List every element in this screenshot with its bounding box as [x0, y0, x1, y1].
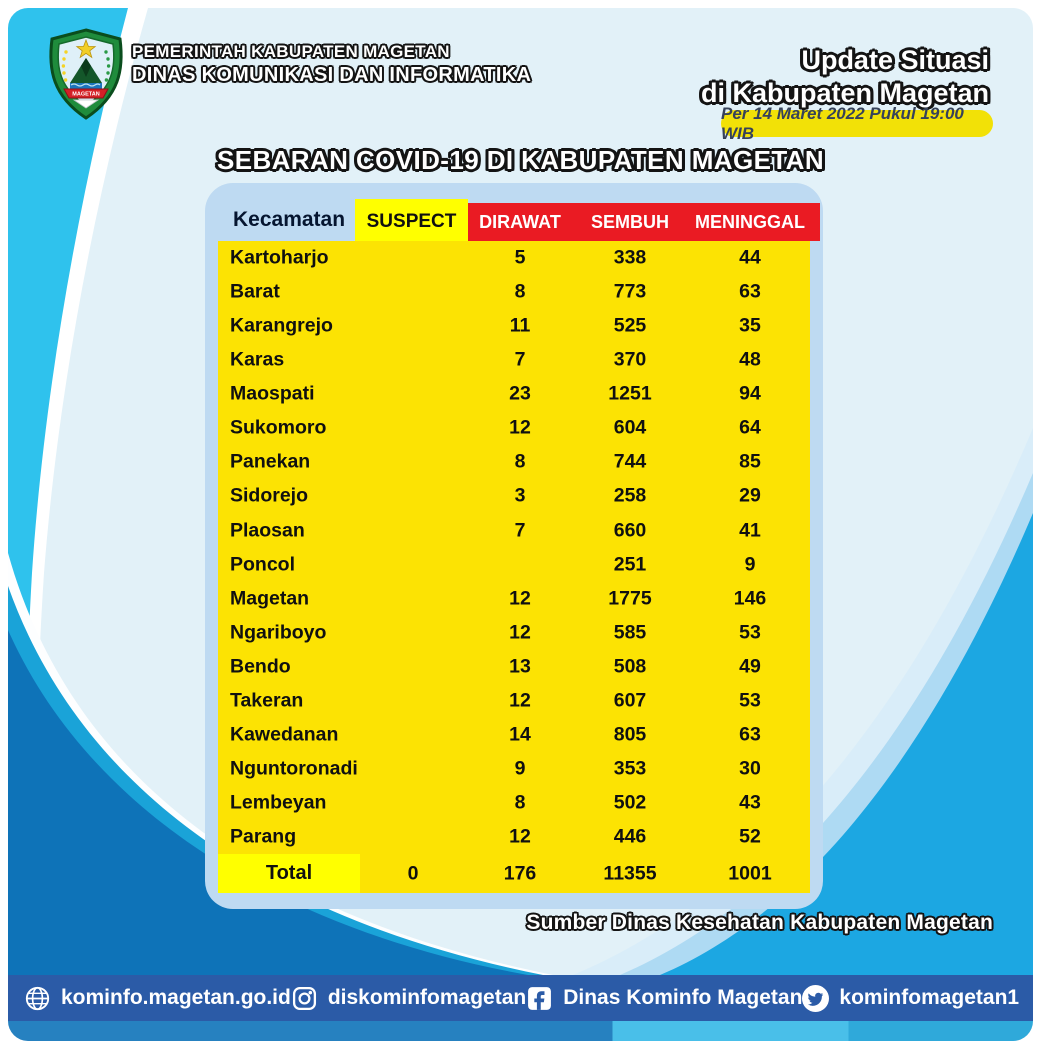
cell-dirawat: 12: [509, 416, 531, 439]
table-body-rows: [218, 241, 810, 854]
cell-meninggal: 44: [739, 246, 761, 269]
org-line1: PEMERINTAH KABUPATEN MAGETAN: [132, 42, 450, 61]
cell-sembuh: 1775: [608, 587, 652, 610]
cell-sembuh: 338: [613, 246, 647, 269]
cell-sembuh: 585: [613, 621, 647, 644]
instagram-icon: [291, 985, 318, 1012]
table-row: [218, 650, 810, 684]
table-row: [218, 445, 810, 479]
logo-banner-text: MAGETAN: [72, 91, 100, 98]
cell-dirawat: 13: [509, 655, 531, 678]
cell-sembuh: 525: [613, 314, 647, 337]
table-row: [218, 377, 810, 411]
cell-meninggal: 53: [739, 621, 761, 644]
cell-sembuh: 502: [613, 791, 647, 814]
cell-sembuh: 258: [613, 484, 647, 507]
footer-facebook-label: Dinas Kominfo Magetan: [563, 986, 803, 1009]
table-row: [218, 514, 810, 548]
cell-kecamatan: Bendo: [230, 655, 291, 678]
table-row: [218, 820, 810, 854]
date-pill: Per 14 Maret 2022 Pukul 19:00 WIB: [721, 110, 993, 137]
cell-dirawat: 12: [509, 689, 531, 712]
table-row: [218, 684, 810, 718]
cell-dirawat: 7: [514, 519, 526, 542]
column-header-sembuh: SEMBUH: [590, 211, 670, 232]
cell-dirawat: 8: [514, 450, 526, 473]
source-note: Sumber Dinas Kesehatan Kabupaten Magetan: [526, 911, 993, 934]
table-row: [218, 616, 810, 650]
cell-kecamatan: Lembeyan: [230, 791, 327, 814]
update-line2: di Kabupaten Magetan: [700, 77, 989, 108]
cell-meninggal: 29: [739, 484, 761, 507]
cell-meninggal: 63: [739, 723, 761, 746]
cell-sembuh: 773: [613, 280, 647, 303]
total-label: Total: [218, 854, 360, 893]
column-header-meninggal: MENINGGAL: [695, 211, 805, 232]
cell-meninggal: 52: [739, 825, 761, 848]
magetan-regency-logo: [44, 28, 128, 120]
cell-sembuh: 446: [613, 825, 647, 848]
cell-kecamatan: Poncol: [230, 553, 296, 576]
cell-sembuh: 353: [613, 757, 647, 780]
column-header-suspect: SUSPECT: [355, 199, 468, 245]
footer-website-label: kominfo.magetan.go.id: [61, 986, 291, 1009]
column-header-red-group: [468, 203, 820, 241]
cell-meninggal: 53: [739, 689, 761, 712]
poster-canvas: [8, 8, 1033, 1041]
cell-kecamatan: Parang: [230, 825, 297, 848]
cell-dirawat: 12: [509, 621, 531, 644]
table-row: [218, 718, 810, 752]
cell-kecamatan: Plaosan: [230, 519, 305, 542]
cell-meninggal: 49: [739, 655, 761, 678]
cell-dirawat: 9: [514, 757, 526, 780]
cell-kecamatan: Barat: [230, 280, 280, 303]
twitter-icon: [802, 985, 829, 1012]
cell-dirawat: 23: [509, 382, 531, 405]
table-row: [218, 411, 810, 445]
cell-meninggal: 63: [739, 280, 761, 303]
cell-kecamatan: Kawedanan: [230, 723, 339, 746]
table-body: [218, 241, 810, 893]
cell-meninggal: 35: [739, 314, 761, 337]
cell-sembuh: 508: [613, 655, 647, 678]
table-row: [218, 309, 810, 343]
footer-twitter-label: kominfomagetan1: [839, 986, 1020, 1009]
org-line2: DINAS KOMUNIKASI DAN INFORMATIKA: [132, 63, 532, 86]
cell-meninggal: 146: [733, 587, 767, 610]
table-row: [218, 241, 810, 275]
cell-meninggal: 85: [739, 450, 761, 473]
cell-sembuh: 370: [613, 348, 647, 371]
cell-kecamatan: Sukomoro: [230, 416, 327, 439]
total-dirawat: 176: [503, 862, 537, 884]
cell-sembuh: 604: [613, 416, 647, 439]
cell-sembuh: 744: [613, 450, 647, 473]
cell-dirawat: 5: [514, 246, 526, 269]
cell-meninggal: 48: [739, 348, 761, 371]
cell-kecamatan: Ngariboyo: [230, 621, 327, 644]
cell-dirawat: 12: [509, 587, 531, 610]
total-meninggal: 1001: [728, 862, 772, 884]
cell-dirawat: 7: [514, 348, 526, 371]
cell-kecamatan: Panekan: [230, 450, 311, 473]
table-row: [218, 343, 810, 377]
cell-meninggal: 30: [739, 757, 761, 780]
cell-meninggal: 43: [739, 791, 761, 814]
column-header-kecamatan: Kecamatan: [233, 208, 346, 231]
total-sembuh: 11355: [603, 862, 657, 884]
footer-instagram-label: diskominfomagetan: [327, 986, 527, 1009]
cell-meninggal: 94: [739, 382, 761, 405]
cell-sembuh: 660: [613, 519, 647, 542]
cell-dirawat: 8: [514, 791, 526, 814]
cell-dirawat: 11: [509, 314, 531, 337]
footer-website-link[interactable]: [24, 985, 291, 1012]
facebook-icon: [526, 985, 553, 1012]
table-row: [218, 479, 810, 513]
cell-dirawat: 3: [514, 484, 526, 507]
cell-sembuh: 607: [613, 689, 647, 712]
cell-sembuh: 805: [613, 723, 647, 746]
footer-facebook-link[interactable]: [526, 985, 802, 1012]
cell-kecamatan: Sidorejo: [230, 484, 309, 507]
footer-twitter-link[interactable]: [802, 985, 1019, 1012]
cell-sembuh: 251: [613, 553, 647, 576]
table-row: [218, 752, 810, 786]
covid-table-panel: [205, 183, 823, 909]
bottom-accent-strip: [8, 1021, 1033, 1041]
update-line1: Update Situasi: [801, 45, 989, 75]
footer-social-bar: [8, 975, 1033, 1021]
column-header-dirawat: DIRAWAT: [479, 211, 561, 232]
footer-instagram-link[interactable]: [291, 985, 526, 1012]
table-row: [218, 548, 810, 582]
cell-meninggal: 9: [744, 553, 756, 576]
cell-kecamatan: Maospati: [230, 382, 315, 405]
table-row: [218, 582, 810, 616]
globe-icon: [24, 985, 51, 1012]
page-title: SEBARAN COVID-19 DI KABUPATEN MAGETAN: [216, 145, 825, 175]
org-title-block: [132, 41, 531, 88]
cell-kecamatan: Takeran: [230, 689, 304, 712]
update-title-block: [701, 44, 989, 110]
cell-kecamatan: Nguntoronadi: [230, 757, 358, 780]
total-suspect: 0: [407, 862, 419, 884]
cell-dirawat: 8: [514, 280, 526, 303]
cell-kecamatan: Kartoharjo: [230, 246, 329, 269]
cell-kecamatan: Karangrejo: [230, 314, 333, 337]
cell-dirawat: 12: [509, 825, 531, 848]
table-row: [218, 786, 810, 820]
cell-kecamatan: Karas: [230, 348, 285, 371]
cell-dirawat: 14: [509, 723, 531, 746]
cell-sembuh: 1251: [608, 382, 652, 405]
cell-meninggal: 64: [739, 416, 761, 439]
cell-kecamatan: Magetan: [230, 587, 310, 610]
cell-meninggal: 41: [739, 519, 761, 542]
table-row: [218, 275, 810, 309]
total-row: [218, 854, 810, 893]
